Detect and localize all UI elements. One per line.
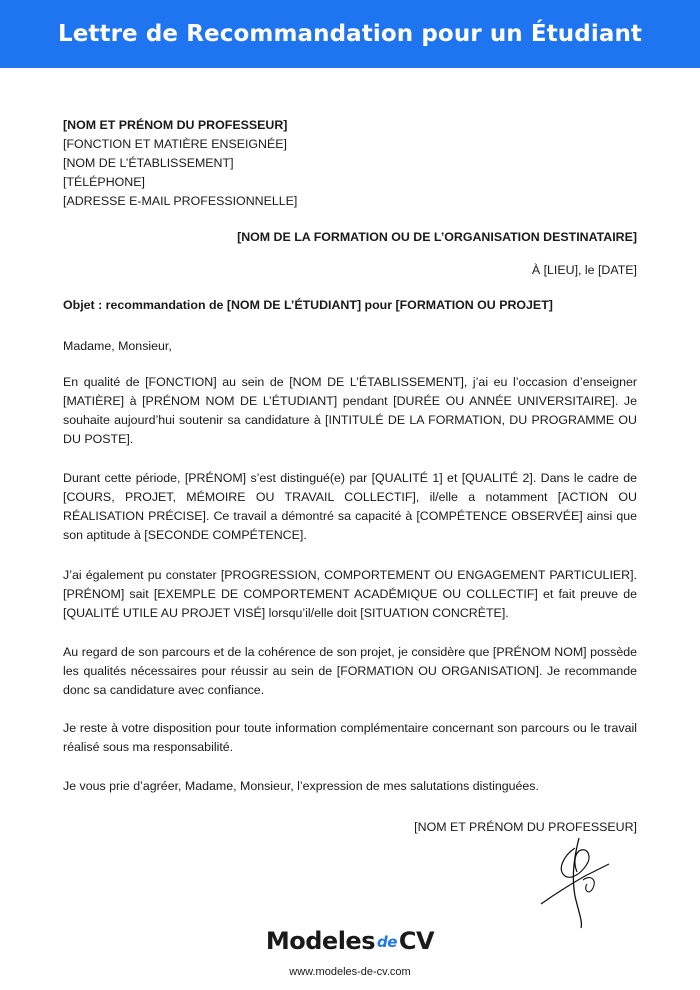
paragraph-recommendation: Au regard de son parcours et de la cohérence de son projet, je considère que [PRÉNOM NOM] possède les qualités nécessaires pour réussir au sein de [FORMATION OU ORGANISATION]. Je recommande donc sa candidature avec confiance.: [63, 645, 637, 697]
page-title: Lettre de Recommandation pour un Étudiant: [57, 21, 643, 47]
handwritten-signature: [535, 834, 615, 930]
logo-modeles: Modeles: [265, 927, 375, 955]
logo-de: de: [377, 933, 397, 951]
paragraph-observations: J’ai également pu constater [PROGRESSION, COMPORTEMENT OU ENGAGEMENT PARTICULIER]. [PRÉNOM] sait [EXEMPLE DE COMPORTEMENT ACADÉMIQUE OU COLLECTIF] et fait preuve de [QUALITÉ UTILE AU PROJET VISÉ] lorsqu’il/elle doit [SITUATION CONCRÈTE].: [63, 568, 637, 620]
title-banner: [0, 0, 700, 68]
sender-block: [63, 116, 637, 211]
sender-phone: [TÉLÉPHONE]: [63, 174, 145, 189]
salutation: Madame, Monsieur,: [63, 339, 172, 353]
recipient-line: [NOM DE LA FORMATION OU DE L’ORGANISATION DESTINATAIRE]: [237, 230, 637, 244]
sender-name: [NOM ET PRÉNOM DU PROFESSEUR]: [63, 118, 288, 132]
subject-line: Objet : recommandation de [NOM DE L’ÉTUDIANT] pour [FORMATION OU PROJET]: [63, 298, 553, 312]
footer-url[interactable]: www.modeles-de-cv.com: [289, 966, 411, 978]
paragraph-intro: En qualité de [FONCTION] au sein de [NOM DE L’ÉTABLISSEMENT], j’ai eu l’occasion d’enseigner [MATIÈRE] à [PRÉNOM NOM DE L’ÉTUDIANT] pendant [DURÉE OU ANNÉE UNIVERSITAIRE]. Je souhaite aujourd’hui soutenir sa candidature à [INTITULÉ DE LA FORMATION, DU PROGRAMME OU DU POSTE].: [63, 375, 637, 446]
sender-institution: [NOM DE L’ÉTABLISSEMENT]: [63, 155, 234, 170]
sender-email: [ADRESSE E-MAIL PROFESSIONNELLE]: [63, 193, 298, 208]
sender-function: [FONCTION ET MATIÈRE ENSEIGNÉE]: [63, 136, 287, 151]
paragraph-qualities: Durant cette période, [PRÉNOM] s’est distingué(e) par [QUALITÉ 1] et [QUALITÉ 2]. Dans le cadre de [COURS, PROJET, MÉMOIRE OU TRAVAIL COLLECTIF], il/elle a notamment [ACTION OU RÉALISATION PRÉCISE]. Ce travail a démontré sa capacité à [COMPÉTENCE OBSERVÉE] ainsi que son aptitude à [SECONDE COMPÉTENCE].: [63, 471, 637, 542]
place-date: À [LIEU], le [DATE]: [531, 263, 637, 277]
logo-cv: CV: [398, 927, 435, 955]
closing-formula: Je vous prie d’agréer, Madame, Monsieur, l’expression de mes salutations distinguées.: [63, 779, 539, 793]
paragraph-availability: Je reste à votre disposition pour toute information complémentaire concernant son parcours ou le travail réalisé sous ma responsabilité.: [63, 721, 637, 754]
signature-name: [NOM ET PRÉNOM DU PROFESSEUR]: [414, 820, 637, 834]
brand-logo: [0, 926, 700, 956]
